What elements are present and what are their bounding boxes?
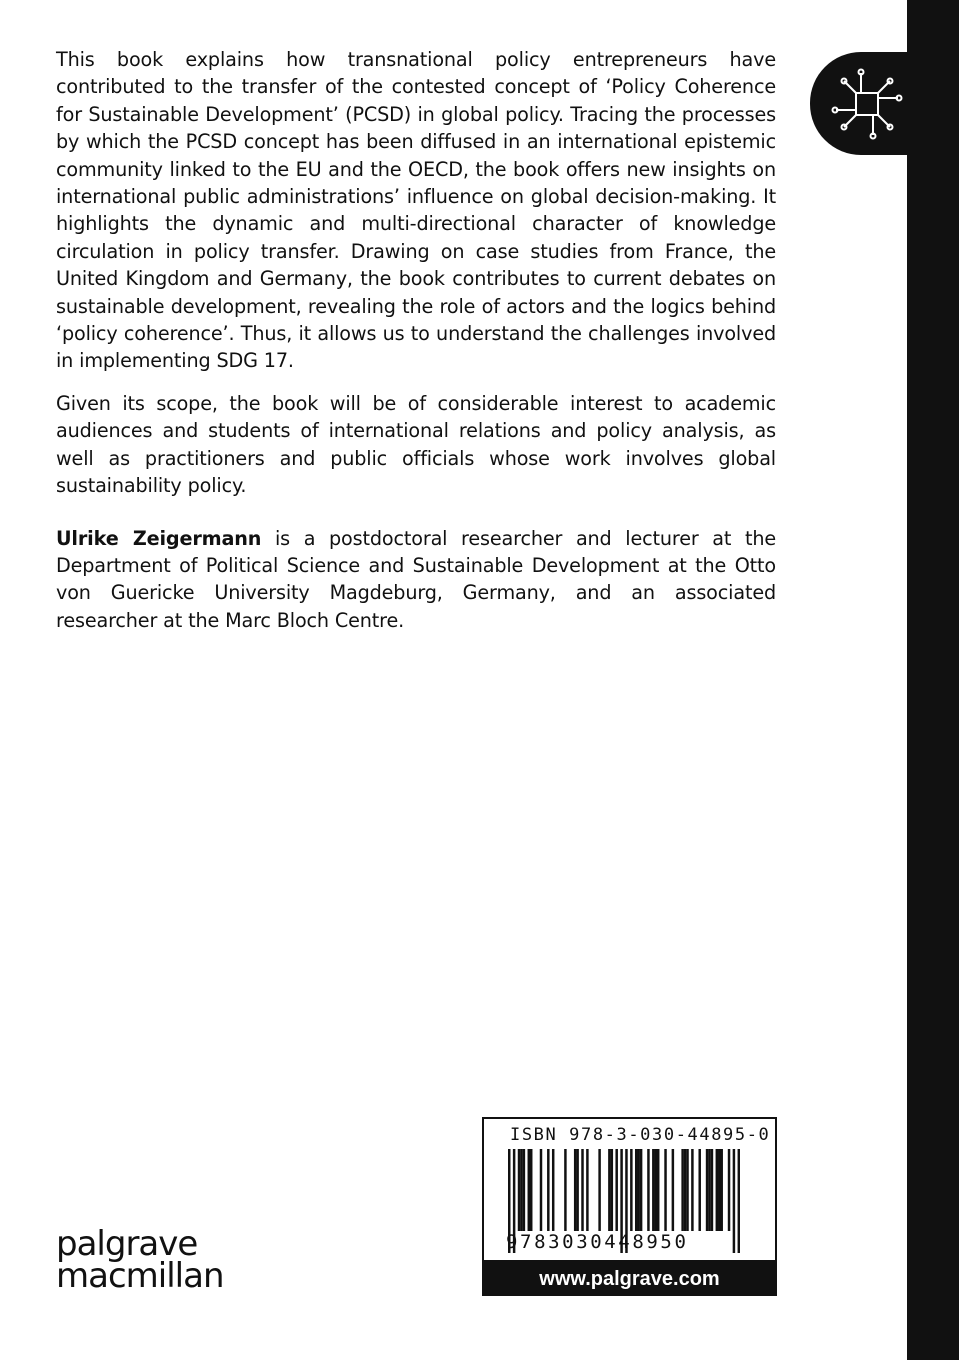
barcode-bar [523, 1149, 525, 1231]
publisher-name-line1: palgrave [56, 1224, 198, 1264]
barcode-bar [540, 1149, 542, 1231]
barcode-bar [520, 1149, 522, 1231]
barcode-bar [652, 1149, 654, 1231]
description-paragraph-1: This book explains how transnational policy entrepreneurs have contributed to the transfer of the contested concept of ‘Policy Coherence for Sustainable Development’ (PCSD) in global policy. Tracing the processes by which the PCSD concept has been diffused in an international epistemic community linked to the EU and the OECD, the book offers new insights on international public administrations’ influence on global decision-making. It highlights the dynamic and multi-directional character of knowledge circulation in policy transfer. Drawing on case studies from France, the United Kingdom and Germany, the book contributes to current debates on sustainable development, revealing the role of actors and the logics behind ‘policy coherence’. Thus, it allows us to understand the challenges involved in implementing SDG 17. [56, 48, 776, 373]
publisher-name-line2: macmillan [56, 1256, 224, 1296]
barcode-bar [720, 1149, 722, 1231]
barcode-bar [586, 1149, 588, 1231]
barcode-bar [691, 1149, 693, 1231]
barcode-bar [698, 1149, 700, 1231]
back-cover-text [56, 46, 776, 649]
author-bio-text: is a postdoctoral researcher and lecturer at the Department of Political Science and Sustainable Development at the Otto von Guericke University Magdeburg, Germany, and an associated researcher at the Marc Bloch Centre. [56, 526, 777, 632]
barcode-bar [630, 1149, 632, 1231]
network-square-icon [830, 67, 904, 141]
barcode-bar [611, 1149, 613, 1231]
isbn-label: ISBN 978-3-030-44895-0 [510, 1125, 771, 1145]
website-url: www.palgrave.com [482, 1262, 777, 1296]
book-spine [907, 0, 959, 1360]
barcode-bar [716, 1149, 718, 1231]
barcode-bar [708, 1149, 710, 1231]
barcode-bar [637, 1149, 639, 1231]
barcode-bar [518, 1149, 520, 1231]
barcode-bar [608, 1149, 610, 1231]
barcode-bar [564, 1149, 566, 1231]
author-bio [56, 525, 776, 635]
barcode-bar [706, 1149, 708, 1231]
barcode-bar [576, 1149, 578, 1231]
barcode-bar [718, 1149, 720, 1231]
barcode-bar [635, 1149, 637, 1231]
barcode-bar [711, 1149, 713, 1231]
barcode-bar [581, 1149, 583, 1231]
barcode-bar [574, 1149, 576, 1231]
barcode-bar [530, 1149, 532, 1231]
author-name: Ulrike Zeigermann [56, 526, 262, 550]
barcode-bar [684, 1149, 686, 1231]
barcode-bar [552, 1149, 554, 1231]
isbn-digits: 9783030448950 [506, 1231, 689, 1253]
barcode-bar [657, 1149, 659, 1231]
barcode-bar [547, 1149, 549, 1231]
barcode-bar [655, 1149, 657, 1231]
barcode-bar [528, 1149, 530, 1231]
barcode-bar [647, 1149, 649, 1231]
barcode-bar [615, 1149, 617, 1231]
barcode-bar [598, 1149, 600, 1231]
barcode-bar [733, 1149, 735, 1253]
publisher-logo-tab [810, 52, 920, 155]
barcode-bar [664, 1149, 666, 1231]
publisher-logo [56, 1224, 224, 1296]
barcode-bar [640, 1149, 642, 1231]
barcode-bar [728, 1149, 730, 1231]
barcode-bar [681, 1149, 683, 1231]
barcode-bar [686, 1149, 688, 1231]
barcode-bar [738, 1149, 740, 1253]
description-paragraph-2: Given its scope, the book will be of considerable interest to academic audiences and students of international relations and policy analysis, as well as practitioners and public officials whose work involves global sustainability policy. [56, 391, 776, 498]
barcode-bar [672, 1149, 674, 1231]
isbn-barcode-box [482, 1117, 777, 1262]
